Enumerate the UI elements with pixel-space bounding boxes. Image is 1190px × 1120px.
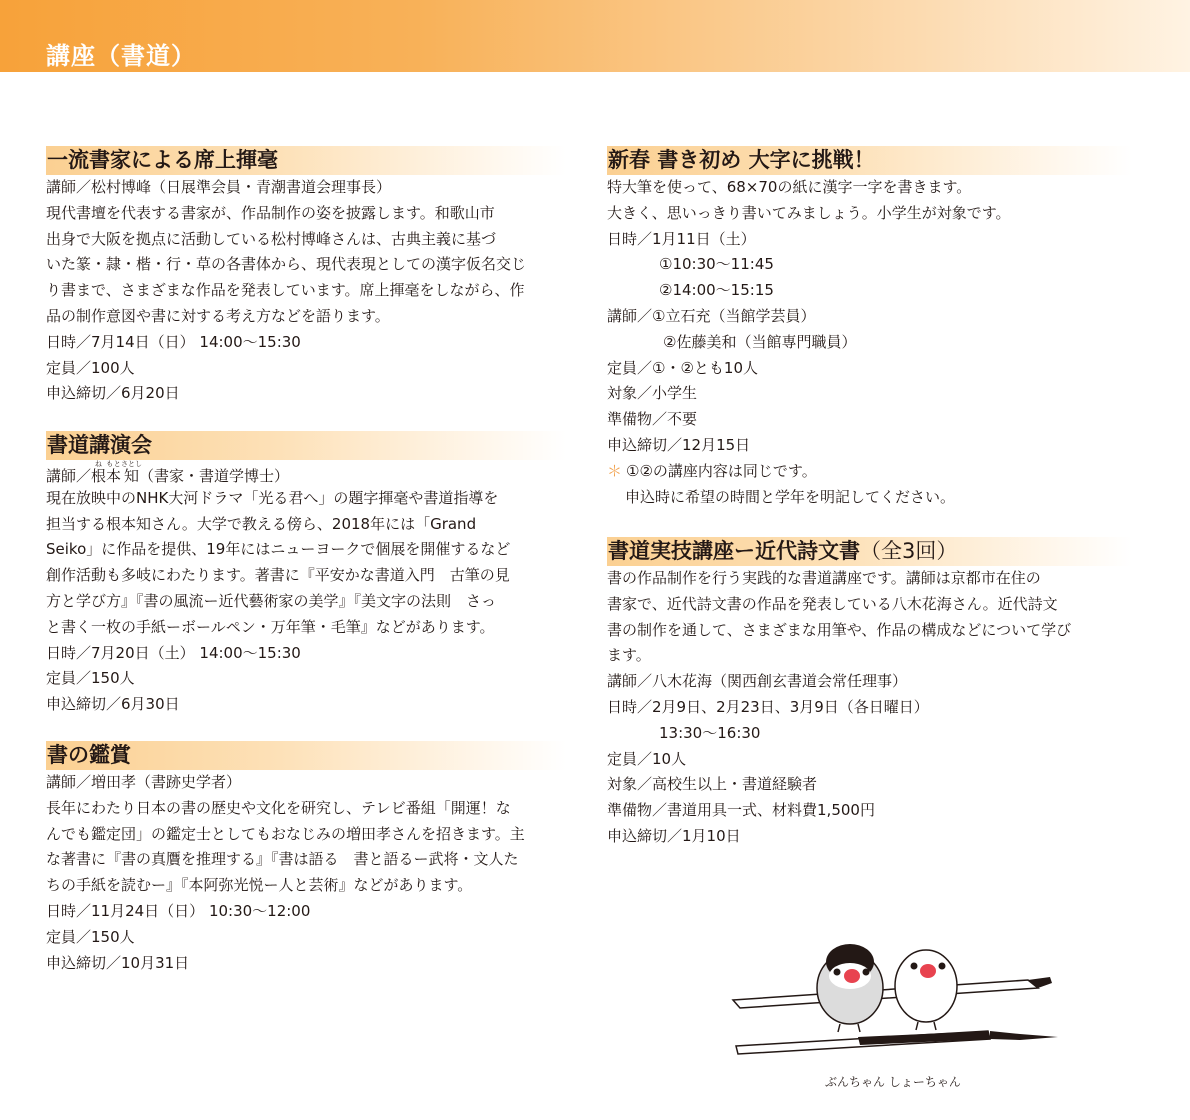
section-jitsugi	[607, 537, 1132, 850]
deadline-line: 申込締切／6月20日	[46, 384, 180, 403]
capacity-line: 定員／100人	[46, 358, 135, 377]
bird-shochan-icon	[895, 950, 957, 1030]
materials-line: 準備物／書道用具一式、材料費1,500円	[607, 801, 875, 820]
asterisk-icon: ＊	[607, 461, 623, 480]
lecturer-line-2: ②佐藤美和（当館専門職員）	[663, 332, 857, 351]
lecturer-line: 講師／八木花海（関西創玄書道会常任理事）	[607, 672, 908, 691]
description-line: ます。	[607, 646, 651, 665]
description-line: ちの手紙を読むー』『本阿弥光悦ー人と芸術』などがあります。	[46, 876, 473, 895]
deadline-line: 申込締切／12月15日	[607, 435, 751, 454]
description-line: り書まで、さまざまな作品を発表しています。席上揮毫をしながら、作	[46, 281, 525, 300]
section-title: 書道講演会	[46, 431, 566, 460]
section-shodo-lecture	[46, 431, 566, 718]
note-line-2: 申込時に希望の時間と学年を明記してください。	[625, 487, 956, 506]
deadline-line: 申込締切／1月10日	[607, 826, 741, 845]
datetime-line: 日時／7月14日（日） 14:00〜15:30	[46, 332, 301, 351]
section-title: 一流書家による席上揮毫	[46, 146, 566, 175]
description-line: んでも鑑定団」の鑑定士としてもおなじみの増田孝さんを招きます。主	[46, 824, 525, 843]
description-line: 方と学び方』『書の風流ー近代藝術家の美学』『美文字の法則 さっ	[46, 591, 497, 610]
lecturer-line: 講師／松村博峰（日展準会員・青潮書道会理事長）	[46, 178, 392, 196]
bird-bunchan-icon	[817, 944, 883, 1032]
description-line: いた篆・隷・楷・行・草の各書体から、現代表現としての漢字仮名交じ	[46, 255, 527, 274]
capacity-line: 定員／150人	[46, 669, 135, 688]
time-slot-1: ①10:30〜11:45	[659, 255, 774, 274]
lecturer-line: 講師／根ね本もと知さとし（書家・書道学博士）	[46, 460, 290, 485]
deadline-line: 申込締切／6月30日	[46, 695, 180, 714]
brush-icon	[736, 1031, 1058, 1054]
description-line: 書家で、近代詩文書の作品を発表している八木花海さん。近代詩文	[607, 594, 1058, 613]
section-title: 新春 書き初め 大字に挑戦！	[607, 146, 1132, 175]
section-title: 書の鑑賞	[46, 741, 566, 770]
datetime-line: 日時／11月24日（日） 10:30〜12:00	[46, 901, 311, 920]
lecturer-name: 根ね本もと知さとし	[91, 460, 143, 485]
section-seki-kigou	[46, 146, 566, 407]
description-line: な著書に『書の真贋を推理する』『書は語る 書と語るー武将・文人た	[46, 850, 519, 869]
description-line: 担当する根本知さん。大学で教える傍ら、2018年には「Grand	[46, 514, 477, 533]
description-line: 出身で大阪を拠点に活動している松村博峰さんは、古典主義に基づ	[46, 229, 497, 248]
time-line: 13:30〜16:30	[659, 723, 761, 742]
target-line: 対象／小学生	[607, 384, 698, 403]
description-line: Seiko」に作品を提供、19年にはニューヨークで個展を開催するなど	[46, 540, 511, 559]
target-line: 対象／高校生以上・書道経験者	[607, 775, 818, 794]
description-line: 長年にわたり日本の書の歴史や文化を研究し、テレビ番組「開運！な	[46, 798, 511, 817]
description-line: 書の作品制作を行う実践的な書道講座です。講師は京都市在住の	[607, 569, 1041, 587]
datetime-line: 日時／2月9日、2月23日、3月9日（各日曜日）	[607, 697, 929, 716]
header-banner	[0, 0, 1190, 72]
description-line: 大きく、思いっきり書いてみましょう。小学生が対象です。	[607, 203, 1011, 222]
materials-line: 準備物／不要	[607, 410, 698, 429]
sparrows-illustration	[728, 936, 1058, 1066]
capacity-line: 定員／150人	[46, 927, 135, 946]
note-line: ＊ ①②の講座内容は同じです。	[607, 461, 817, 480]
capacity-line: 定員／10人	[607, 749, 687, 768]
datetime-line: 日時／1月11日（土）	[607, 229, 756, 248]
description-line: 現在放映中のNHK大河ドラマ「光る君へ」の題字揮毫や書道指導を	[46, 488, 499, 507]
time-slot-2: ②14:00〜15:15	[659, 281, 774, 300]
lecturer-line: 講師／増田孝（書跡史学者）	[46, 773, 242, 791]
capacity-line: 定員／①・②とも10人	[607, 358, 758, 377]
description-line: 創作活動も多岐にわたります。著書に『平安かな書道入門 古筆の見	[46, 566, 510, 585]
section-kakizome	[607, 146, 1132, 510]
datetime-line: 日時／7月20日（土） 14:00〜15:30	[46, 643, 301, 662]
description-line: と書く一枚の手紙ーボールペン・万年筆・毛筆』などがあります。	[46, 617, 495, 636]
description-line: 書の制作を通して、さまざまな用筆や、作品の構成などについて学び	[607, 620, 1072, 639]
lecturer-line: 講師／①立石充（当館学芸員）	[607, 306, 816, 325]
section-title: 書道実技講座ー近代詩文書（全3回）	[607, 537, 1132, 566]
description-line: 特大筆を使って、68×70の紙に漢字一字を書きます。	[607, 178, 972, 196]
illustration-caption: ぶんちゃん しょーちゃん	[825, 1075, 961, 1089]
description-line: 現代書壇を代表する書家が、作品制作の姿を披露します。和歌山市	[46, 203, 495, 222]
deadline-line: 申込締切／10月31日	[46, 953, 190, 972]
description-line: 品の制作意図や書に対する考え方などを語ります。	[46, 306, 390, 325]
section-kansho	[46, 741, 566, 976]
pen-icon	[733, 977, 1052, 1008]
page-title: 講座（書道）	[46, 42, 196, 70]
